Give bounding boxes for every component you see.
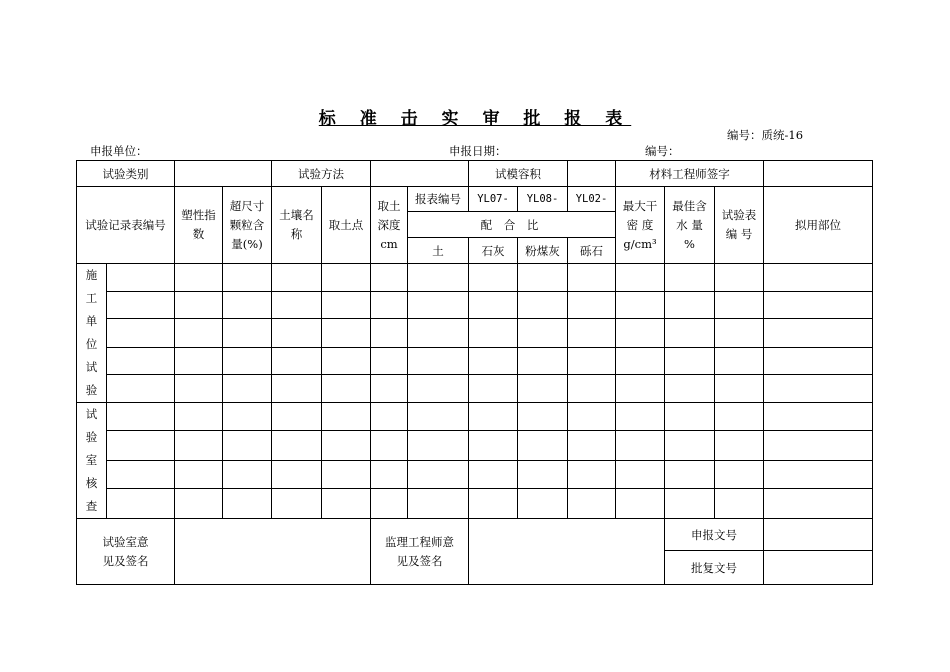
table-cell[interactable] bbox=[568, 460, 616, 488]
table-row bbox=[77, 319, 873, 347]
supervisor-opinion-label: 监理工程师意见及签名 bbox=[371, 519, 469, 585]
table-cell[interactable] bbox=[371, 403, 408, 431]
table-cell[interactable] bbox=[223, 264, 272, 292]
table-cell[interactable] bbox=[272, 489, 322, 519]
gravel-header: 砾石 bbox=[568, 238, 616, 264]
table-cell[interactable] bbox=[665, 292, 715, 319]
table-cell[interactable] bbox=[764, 319, 873, 347]
table-cell[interactable] bbox=[272, 374, 322, 402]
table-cell[interactable] bbox=[764, 292, 873, 319]
footer-row-1 bbox=[77, 519, 873, 551]
table-cell[interactable] bbox=[764, 489, 873, 519]
table-cell[interactable] bbox=[107, 264, 175, 292]
table-cell[interactable] bbox=[107, 460, 175, 488]
table-cell[interactable] bbox=[371, 292, 408, 319]
test-method-value[interactable] bbox=[371, 161, 469, 187]
number-label: 编号： bbox=[645, 144, 680, 158]
table-cell[interactable] bbox=[568, 403, 616, 431]
soil-name-header: 土壤名称 bbox=[272, 187, 322, 264]
oversize-header: 超尺寸颗粒含量(%) bbox=[223, 187, 272, 264]
sample-point-header: 取土点 bbox=[322, 187, 371, 264]
engineer-sign-label: 材料工程师签字 bbox=[616, 161, 764, 187]
max-density-label: 最大干密 度 bbox=[622, 198, 658, 232]
table-cell[interactable] bbox=[715, 489, 764, 519]
table-cell[interactable] bbox=[568, 374, 616, 402]
table-cell[interactable] bbox=[223, 403, 272, 431]
table-cell[interactable] bbox=[665, 264, 715, 292]
table-cell[interactable] bbox=[408, 264, 469, 292]
table-row bbox=[77, 264, 873, 292]
table-cell[interactable] bbox=[518, 319, 568, 347]
table-cell[interactable] bbox=[322, 431, 371, 461]
table-cell[interactable] bbox=[272, 292, 322, 319]
table-cell[interactable] bbox=[568, 319, 616, 347]
table-cell[interactable] bbox=[518, 347, 568, 374]
table-cell[interactable] bbox=[469, 264, 518, 292]
table-cell[interactable] bbox=[469, 489, 518, 519]
table-cell[interactable] bbox=[223, 292, 272, 319]
table-cell[interactable] bbox=[223, 460, 272, 488]
table-cell[interactable] bbox=[518, 374, 568, 402]
table-cell[interactable] bbox=[175, 460, 223, 488]
flyash-header: 粉煤灰 bbox=[518, 238, 568, 264]
table-cell[interactable] bbox=[715, 264, 764, 292]
table-row bbox=[77, 403, 873, 431]
water-unit: % bbox=[684, 236, 695, 251]
table-cell[interactable] bbox=[665, 347, 715, 374]
planned-use-header: 拟用部位 bbox=[764, 187, 873, 264]
table-cell[interactable] bbox=[518, 403, 568, 431]
report-doc-value[interactable] bbox=[764, 519, 873, 551]
record-no-header: 试验记录表编号 bbox=[77, 187, 175, 264]
form-number: 编号：质统-16 bbox=[727, 128, 804, 142]
table-cell[interactable] bbox=[764, 460, 873, 488]
table-cell[interactable] bbox=[616, 489, 665, 519]
test-form-no-header: 试验表编 号 bbox=[715, 187, 764, 264]
supervisor-opinion-value[interactable] bbox=[469, 519, 665, 585]
report-doc-label: 申报文号 bbox=[665, 519, 764, 551]
table-cell[interactable] bbox=[175, 347, 223, 374]
table-cell[interactable] bbox=[322, 319, 371, 347]
depth-unit: cm bbox=[380, 236, 398, 251]
table-cell[interactable] bbox=[175, 489, 223, 519]
approval-doc-label: 批复文号 bbox=[665, 551, 764, 585]
table-cell[interactable] bbox=[175, 374, 223, 402]
table-cell[interactable] bbox=[408, 431, 469, 461]
table-cell[interactable] bbox=[518, 431, 568, 461]
table-cell[interactable] bbox=[715, 292, 764, 319]
table-cell[interactable] bbox=[371, 460, 408, 488]
table-cell[interactable] bbox=[175, 319, 223, 347]
table-cell[interactable] bbox=[223, 319, 272, 347]
table-cell[interactable] bbox=[408, 292, 469, 319]
table-cell[interactable] bbox=[223, 431, 272, 461]
table-cell[interactable] bbox=[764, 431, 873, 461]
depth-label: 取土深度 bbox=[377, 198, 401, 232]
table-cell[interactable] bbox=[764, 374, 873, 402]
test-category-label: 试验类别 bbox=[77, 161, 175, 187]
table-cell[interactable] bbox=[616, 347, 665, 374]
opt-water-label: 最佳含水 量 bbox=[672, 198, 707, 232]
mix-ratio-header: 配 合 比 bbox=[408, 212, 616, 238]
table-cell[interactable] bbox=[107, 374, 175, 402]
table-cell[interactable] bbox=[616, 264, 665, 292]
test-category-value[interactable] bbox=[175, 161, 272, 187]
table-cell[interactable] bbox=[616, 403, 665, 431]
table-cell[interactable] bbox=[469, 403, 518, 431]
table-cell[interactable] bbox=[469, 347, 518, 374]
table-cell[interactable] bbox=[715, 431, 764, 461]
table-cell[interactable] bbox=[322, 403, 371, 431]
table-cell[interactable] bbox=[764, 264, 873, 292]
table-row bbox=[77, 489, 873, 519]
yl02-header: YL02- bbox=[568, 187, 616, 212]
table-cell[interactable] bbox=[568, 292, 616, 319]
table-cell[interactable] bbox=[568, 489, 616, 519]
table-cell[interactable] bbox=[371, 347, 408, 374]
table-cell[interactable] bbox=[715, 347, 764, 374]
table-cell[interactable] bbox=[272, 403, 322, 431]
yl07-header: YL07- bbox=[469, 187, 518, 212]
table-cell[interactable] bbox=[568, 264, 616, 292]
approval-doc-value[interactable] bbox=[764, 551, 873, 585]
table-cell[interactable] bbox=[568, 347, 616, 374]
table-cell[interactable] bbox=[371, 319, 408, 347]
table-cell[interactable] bbox=[272, 264, 322, 292]
table-cell[interactable] bbox=[764, 347, 873, 374]
report-no-header: 报表编号 bbox=[408, 187, 469, 212]
table-cell[interactable] bbox=[616, 292, 665, 319]
table-cell[interactable] bbox=[715, 403, 764, 431]
table-cell[interactable] bbox=[518, 460, 568, 488]
table-cell[interactable] bbox=[665, 319, 715, 347]
opt-water-header bbox=[665, 187, 715, 264]
table-cell[interactable] bbox=[715, 319, 764, 347]
report-unit-label: 申报单位： bbox=[90, 144, 148, 158]
table-cell[interactable] bbox=[371, 489, 408, 519]
table-cell[interactable] bbox=[175, 292, 223, 319]
table-cell[interactable] bbox=[408, 403, 469, 431]
table-cell[interactable] bbox=[272, 347, 322, 374]
table-cell[interactable] bbox=[322, 347, 371, 374]
test-method-label: 试验方法 bbox=[272, 161, 371, 187]
table-cell[interactable] bbox=[665, 460, 715, 488]
table-cell[interactable] bbox=[408, 374, 469, 402]
table-cell[interactable] bbox=[223, 374, 272, 402]
density-unit: g/cm³ bbox=[623, 236, 657, 251]
table-row bbox=[77, 374, 873, 402]
engineer-sign-value[interactable] bbox=[764, 161, 873, 187]
table-cell[interactable] bbox=[665, 403, 715, 431]
lime-header: 石灰 bbox=[469, 238, 518, 264]
report-date-label: 申报日期： bbox=[449, 144, 507, 158]
table-cell[interactable] bbox=[408, 319, 469, 347]
table-cell[interactable] bbox=[469, 374, 518, 402]
form-title-text: 标 准 击 实 审 批 报 表 bbox=[318, 109, 632, 129]
yl08-header: YL08- bbox=[518, 187, 568, 212]
construction-group-label: 施工单位试验 bbox=[77, 264, 107, 403]
table-cell[interactable] bbox=[568, 431, 616, 461]
table-cell[interactable] bbox=[408, 460, 469, 488]
table-cell[interactable] bbox=[408, 489, 469, 519]
table-cell[interactable] bbox=[272, 431, 322, 461]
table-cell[interactable] bbox=[175, 431, 223, 461]
table-cell[interactable] bbox=[107, 403, 175, 431]
table-cell[interactable] bbox=[107, 489, 175, 519]
table-cell[interactable] bbox=[272, 460, 322, 488]
table-cell[interactable] bbox=[107, 347, 175, 374]
table-cell[interactable] bbox=[616, 319, 665, 347]
table-cell[interactable] bbox=[469, 292, 518, 319]
table-cell[interactable] bbox=[175, 264, 223, 292]
table-cell[interactable] bbox=[715, 374, 764, 402]
approval-table bbox=[76, 160, 873, 585]
table-cell[interactable] bbox=[518, 292, 568, 319]
table-cell[interactable] bbox=[322, 460, 371, 488]
info-row bbox=[77, 161, 873, 187]
table-cell[interactable] bbox=[371, 264, 408, 292]
form-title bbox=[0, 104, 950, 129]
table-cell[interactable] bbox=[223, 347, 272, 374]
table-cell[interactable] bbox=[616, 460, 665, 488]
table-cell[interactable] bbox=[322, 374, 371, 402]
table-cell[interactable] bbox=[107, 431, 175, 461]
table-row bbox=[77, 431, 873, 461]
table-cell[interactable] bbox=[408, 347, 469, 374]
table-cell[interactable] bbox=[518, 489, 568, 519]
table-cell[interactable] bbox=[371, 431, 408, 461]
header-row-1 bbox=[77, 187, 873, 212]
table-row bbox=[77, 347, 873, 374]
table-row bbox=[77, 460, 873, 488]
table-cell[interactable] bbox=[469, 431, 518, 461]
table-cell[interactable] bbox=[469, 319, 518, 347]
table-cell[interactable] bbox=[175, 403, 223, 431]
table-cell[interactable] bbox=[107, 292, 175, 319]
lab-opinion-value[interactable] bbox=[175, 519, 371, 585]
table-cell[interactable] bbox=[665, 374, 715, 402]
mold-volume-value[interactable] bbox=[568, 161, 616, 187]
table-cell[interactable] bbox=[616, 431, 665, 461]
table-cell[interactable] bbox=[107, 319, 175, 347]
table-cell[interactable] bbox=[518, 264, 568, 292]
mold-volume-label: 试模容积 bbox=[469, 161, 568, 187]
table-cell[interactable] bbox=[322, 489, 371, 519]
table-cell[interactable] bbox=[371, 374, 408, 402]
depth-header bbox=[371, 187, 408, 264]
table-row bbox=[77, 292, 873, 319]
table-cell[interactable] bbox=[272, 319, 322, 347]
lab-opinion-label: 试验室意见及签名 bbox=[77, 519, 175, 585]
table-cell[interactable] bbox=[223, 489, 272, 519]
table-cell[interactable] bbox=[764, 403, 873, 431]
table-cell[interactable] bbox=[715, 460, 764, 488]
table-cell[interactable] bbox=[469, 460, 518, 488]
plasticity-header: 塑性指数 bbox=[175, 187, 223, 264]
table-cell[interactable] bbox=[665, 489, 715, 519]
table-cell[interactable] bbox=[322, 292, 371, 319]
table-cell[interactable] bbox=[322, 264, 371, 292]
table-cell[interactable] bbox=[665, 431, 715, 461]
lab-check-group-label: 试验室核查 bbox=[77, 403, 107, 519]
table-cell[interactable] bbox=[616, 374, 665, 402]
soil-header: 土 bbox=[408, 238, 469, 264]
max-density-header bbox=[616, 187, 665, 264]
